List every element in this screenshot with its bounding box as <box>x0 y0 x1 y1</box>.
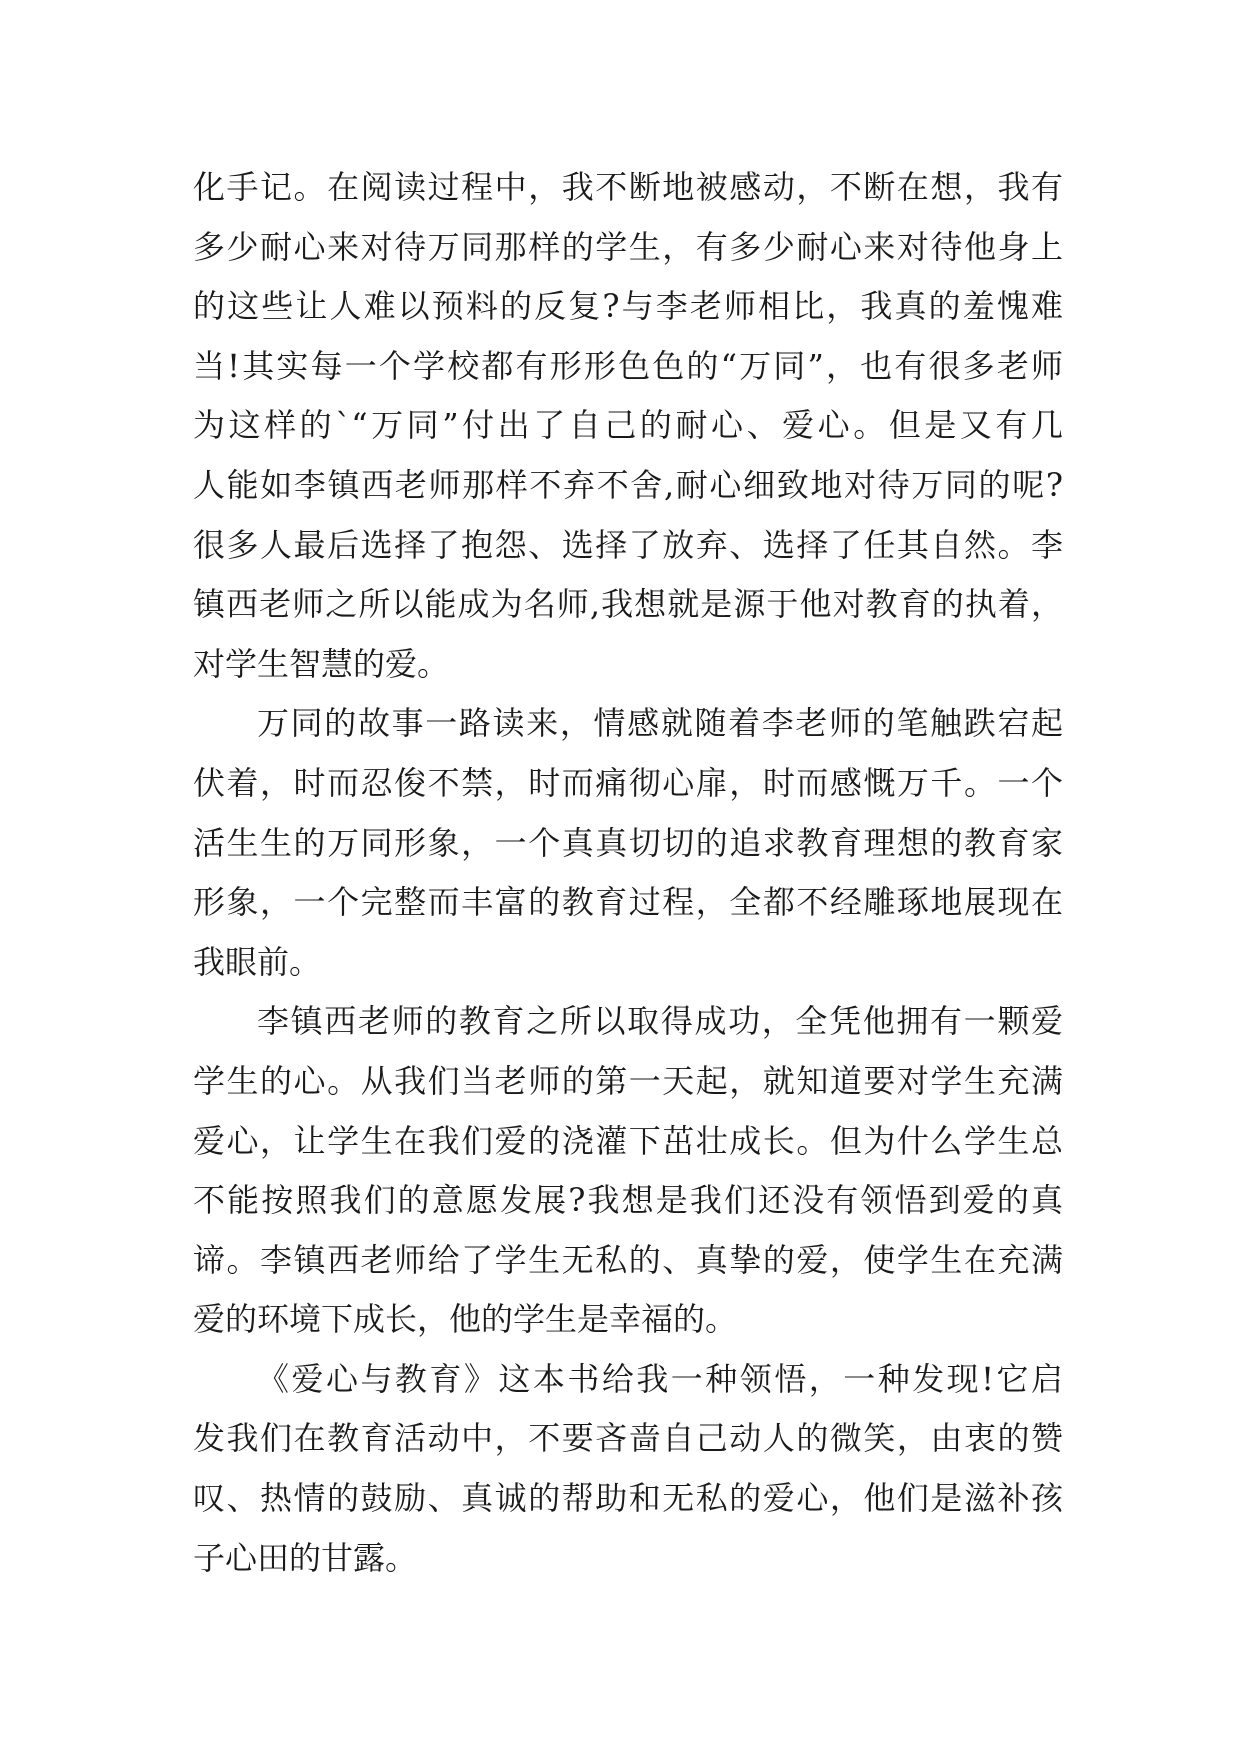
text-line: 子心田的甘露。 <box>193 1538 418 1577</box>
text-line: 叹、热情的鼓励、真诚的帮助和无私的爱心，他们是滋补孩 <box>193 1479 1063 1518</box>
text-line: 当!其实每一个学校都有形形色色的“万同”，也有很多老师 <box>193 346 1063 385</box>
text-line: 爱心，让学生在我们爱的浇灌下茁壮成长。但为什么学生总 <box>193 1121 1063 1160</box>
text-line: 形象，一个完整而丰富的教育过程，全都不经雕琢地展现在 <box>193 883 1063 922</box>
text-line: 对学生智慧的爱。 <box>193 644 450 683</box>
text-line: 很多人最后选择了抱怨、选择了放弃、选择了任其自然。李 <box>193 525 1063 564</box>
body-text <box>193 158 1063 1588</box>
text-line: 人能如李镇西老师那样不弃不舍,耐心细致地对待万同的呢? <box>193 465 1063 504</box>
paragraph-first-line: 万同的故事一路读来，情感就随着李老师的笔触跌宕起 <box>257 704 1063 743</box>
text-line: 为这样的`“万同”付出了自己的耐心、爱心。但是又有几 <box>193 406 1063 445</box>
text-line: 爱的环境下成长，他的学生是幸福的。 <box>193 1300 738 1339</box>
text-line: 我眼前。 <box>193 942 322 981</box>
text-line: 伏着，时而忍俊不禁，时而痛彻心扉，时而感慨万千。一个 <box>193 763 1063 802</box>
text-line: 多少耐心来对待万同那样的学生，有多少耐心来对待他身上 <box>193 227 1063 266</box>
text-line: 发我们在教育活动中，不要吝啬自己动人的微笑，由衷的赞 <box>193 1419 1063 1458</box>
text-line: 不能按照我们的意愿发展?我想是我们还没有领悟到爱的真 <box>193 1181 1063 1220</box>
text-line: 镇西老师之所以能成为名师,我想就是源于他对教育的执着， <box>193 585 1063 624</box>
text-line: 化手记。在阅读过程中，我不断地被感动，不断在想，我有 <box>193 168 1063 206</box>
text-line: 活生生的万同形象，一个真真切切的追求教育理想的教育家 <box>193 823 1063 862</box>
paragraph-first-line: 《爱心与教育》这本书给我一种领悟，一种发现!它启 <box>257 1359 1063 1398</box>
paragraph-first-line: 李镇西老师的教育之所以取得成功，全凭他拥有一颗爱 <box>257 1002 1063 1041</box>
text-line: 的这些让人难以预料的反复?与李老师相比，我真的羞愧难 <box>193 287 1063 326</box>
text-line: 学生的心。从我们当老师的第一天起，就知道要对学生充满 <box>193 1061 1063 1100</box>
text-line: 谛。李镇西老师给了学生无私的、真挚的爱，使学生在充满 <box>193 1240 1063 1279</box>
